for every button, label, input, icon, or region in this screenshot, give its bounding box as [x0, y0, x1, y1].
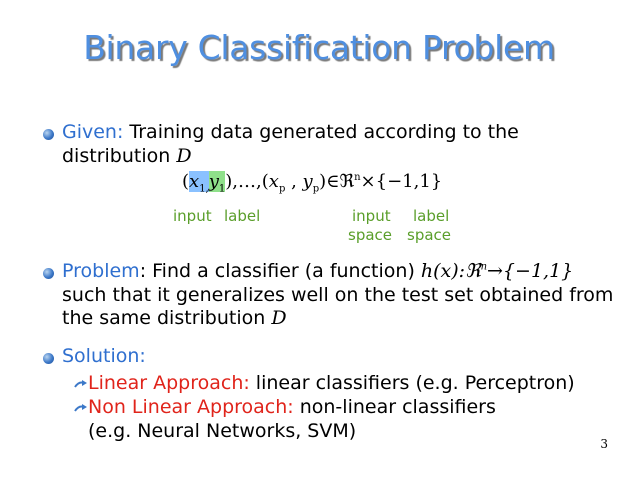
- given-line-1: [62, 121, 519, 143]
- nonlinear-approach-text: non-linear classifiers: [293, 396, 496, 418]
- problem-line-1: [62, 260, 573, 282]
- solution-keyword: Solution:: [62, 345, 146, 367]
- given-line2-prefix: distribution: [62, 145, 177, 167]
- distribution-var: D: [176, 145, 192, 167]
- given-line-2: [62, 145, 192, 167]
- given-text: Training data generated according to the: [123, 121, 519, 143]
- solution-item-linear: [88, 372, 575, 394]
- distribution-var: D: [271, 307, 287, 329]
- bullet-icon: [43, 129, 54, 140]
- solution-item-nonlinear: [88, 396, 496, 418]
- bullet-icon: [43, 268, 54, 279]
- formula-mid: ),…,(: [225, 171, 269, 192]
- arrow-icon: [74, 403, 88, 413]
- label-space-label-1: label: [413, 207, 450, 225]
- problem-line-2: such that it generalizes well on the test set obtained from: [62, 284, 614, 306]
- linear-approach-label: Linear Approach:: [88, 372, 250, 394]
- formula-label-set: ×{−1,1}: [360, 171, 443, 192]
- classifier-function: h(x):ℜ$^n$→{−1,1}: [420, 260, 574, 282]
- formula-open: (: [182, 171, 190, 192]
- nonlinear-approach-label: Non Linear Approach:: [88, 396, 294, 418]
- slide-title: Binary Classification Problem: [83, 28, 555, 67]
- arrow-icon: [74, 379, 88, 389]
- input-highlight: $x_{1,}$: [189, 171, 209, 195]
- problem-text: : Find a classifier (a function): [139, 260, 421, 282]
- training-data-formula: $(x_{1,}y_1),\dots,(x_p$ , $y_p)\in ℜ^n\times\{-1,1\}$: [182, 171, 443, 195]
- problem-line-3: the same distribution D: [62, 307, 287, 329]
- input-space-label-2: space: [348, 226, 393, 244]
- label-label: label: [224, 207, 261, 225]
- given-keyword: Given:: [62, 121, 124, 143]
- formula-set: )∈ℜ: [319, 171, 355, 192]
- label-highlight: $y_1$: [208, 171, 226, 195]
- input-space-label-1: input: [352, 207, 391, 225]
- problem-keyword: Problem: [62, 260, 140, 282]
- input-label: input: [173, 207, 212, 225]
- label-space-label-2: space: [407, 226, 452, 244]
- solution-continuation: (e.g. Neural Networks, SVM): [88, 420, 357, 442]
- bullet-icon: [43, 353, 54, 364]
- page-number: 3: [600, 437, 608, 451]
- linear-approach-text: linear classifiers (e.g. Perceptron): [249, 372, 575, 394]
